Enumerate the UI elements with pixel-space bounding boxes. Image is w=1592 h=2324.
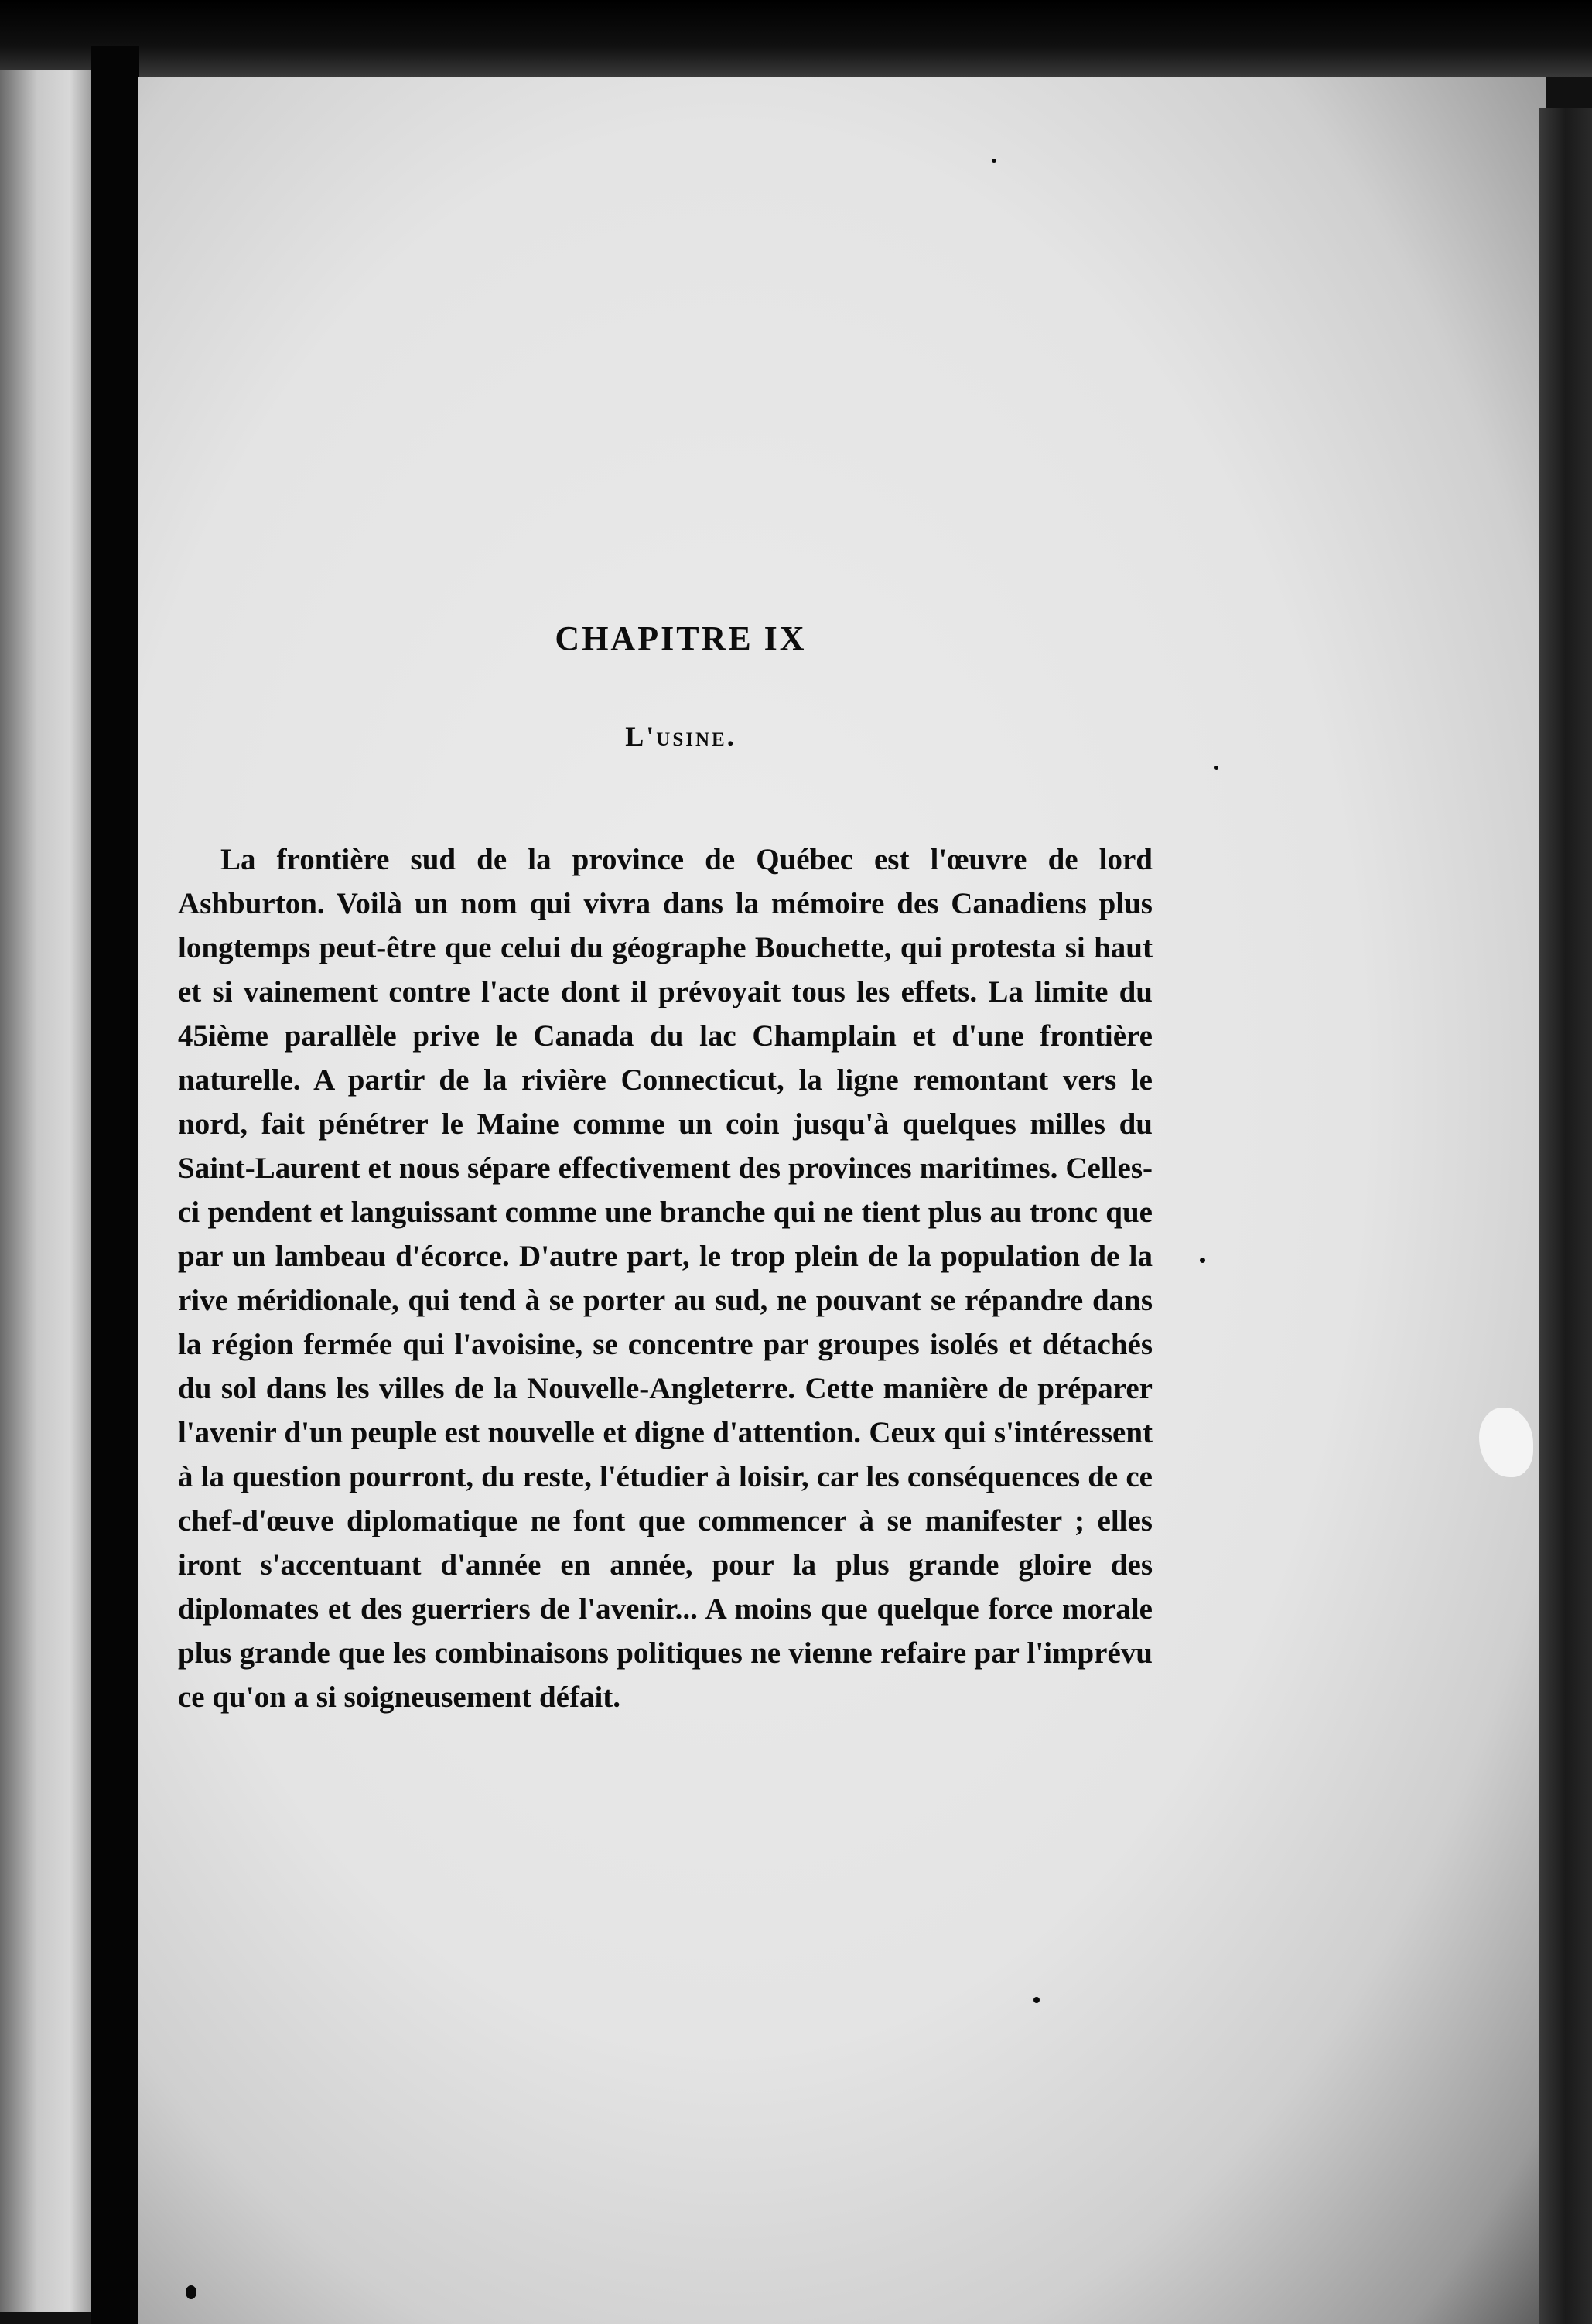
facing-page-edge — [0, 70, 93, 2312]
section-title-text: L'usine. — [625, 721, 736, 752]
scan-top-border — [0, 0, 1592, 77]
chapter-title: CHAPITRE IX — [555, 619, 807, 657]
ink-speck — [1214, 766, 1218, 770]
ink-speck — [1200, 1258, 1205, 1263]
book-gutter — [91, 46, 139, 2324]
page-right-edge — [1539, 108, 1592, 2324]
body-paragraph: La frontière sud de la province de Québec est l'œuvre de lord Ashburton. Voilà un nom qui vivra dans la mémoire des Canadiens plus longtemps peut-être que celui du géographe Bouchette, qui protesta si haut et si vainement contre l'acte dont il prévoyait tous les effets. La limite du 45ième parallèle prive le Canada du lac Champlain et d'une frontière naturelle. A partir de la rivière Connecticut, la ligne remontant vers le nord, fait pénétrer le Maine comme un coin jusqu'à quelques milles du Saint-Laurent et nous sépare effectivement des provinces maritimes. Celles-ci pendent et languissant comme une branche qui ne tient plus au tronc que par un lambeau d'écorce. D'autre part, le trop plein de la population de la rive méridionale, qui tend à se porter au sud, ne pouvant se répandre dans la région fermée qui l'avoisine, se concentre par groupes isolés et détachés du sol dans les villes de la Nouvelle-Angleterre. Cette manière de préparer l'avenir d'un peuple est nouvelle et digne d'attention. Ceux qui s'intéressent à la question pourront, du reste, l'étudier à loisir, car les conséquences de ce chef-d'œuve diplomatique ne font que commencer à se manifester ; elles iront s'accentuant d'année en année, pour la plus grande gloire des diplomates et des guerriers de l'avenir... A moins que quelque force morale plus grande que les combinaisons politiques ne vienne refaire par l'imprévu ce qu'on a si soigneusement défait. — [178, 843, 1153, 1714]
ink-speck — [992, 159, 996, 163]
ink-speck — [1033, 1997, 1040, 2003]
section-title — [178, 720, 1153, 752]
ink-speck — [186, 2285, 196, 2299]
page-text — [178, 619, 1153, 1719]
